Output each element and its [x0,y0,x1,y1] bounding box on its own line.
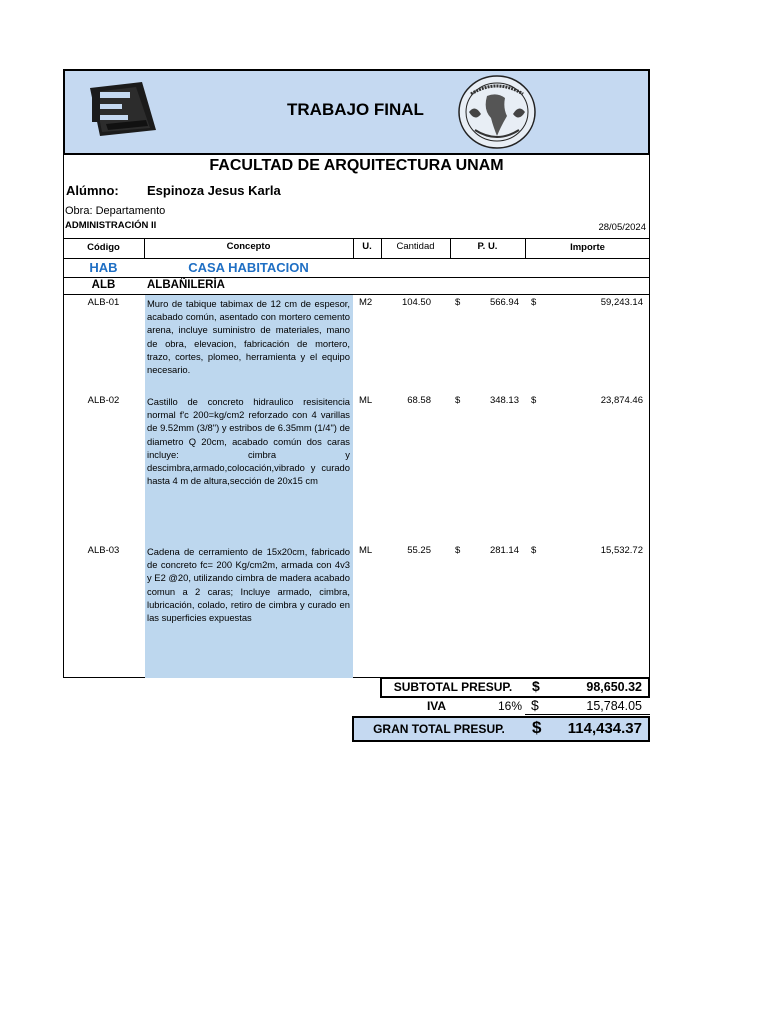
row-amount: 23,874.46 [600,395,643,406]
iva-label: IVA [426,699,447,713]
subject-name: ADMINISTRACIÓN II [65,220,157,231]
row-unit: ML [359,395,373,406]
page-title: TRABAJO FINAL [287,100,424,119]
col-header-unit: U. [362,241,372,252]
row-amount: 15,532.72 [600,545,643,556]
row-currency: $ [455,395,461,406]
row-qty: 68.58 [407,395,431,406]
student-name: Espinoza Jesus Karla [147,183,281,198]
grand-total-currency: $ [532,718,542,737]
row-qty: 55.25 [407,545,431,556]
row-pu: 348.13 [489,395,519,406]
row-amount: 59,243.14 [600,297,643,308]
subgroup-code: ALB [91,279,116,291]
group-name: CASA HABITACION [188,260,309,275]
grand-total-value: 114,434.37 [567,720,642,737]
row-code: ALB-01 [87,297,120,308]
iva-value: 15,784.05 [586,699,642,713]
row-concept: Cadena de cerramiento de 15x20cm, fabricado de concreto fc= 200 Kg/cm2m, armada con 4v3 y E2 @20, utilizando cimbra de madera acabado comun a 2 caras; Incluye armado, cimbra, lubricación, colado, retiro de cimbra y curado en las superficies expuestas [147,546,350,624]
iva-currency: $ [531,697,539,713]
faculty-title: FACULTAD DE ARQUITECTURA UNAM [209,157,504,174]
row-code: ALB-02 [87,395,120,406]
header-bottom-rule [63,258,650,259]
student-label: Alúmno: [66,183,119,198]
col-header-pu: P. U. [477,241,498,252]
subtotal-value: 98,650.32 [586,680,642,694]
group-bottom-rule [63,277,650,278]
iva-rate: 16% [497,699,522,713]
col-header-concept: Concepto [226,241,271,252]
project-name: Obra: Departamento [65,205,166,217]
row-concept: Castillo de concreto hidraulico resisitencia normal f'c 200=kg/cm2 reforzado con 4 varillas de 9.52mm (3/8") y estribos de 6.35mm (1/4") de diametro Q 20cm, acabado común dos caras incluye: cimbra y descimbra,armado,colocación,vibrado y curado hasta 4 m de altura,sección de 20x15 cm [147,396,350,487]
row-pu: 566.94 [489,297,519,308]
unam-seal-icon [457,74,537,150]
col-header-amount: Importe [570,242,605,253]
iva-underline [525,714,650,715]
col-header-qty: Cantidad [396,241,435,252]
subtotal-label: SUBTOTAL PRESUP. [393,680,513,694]
row-currency: $ [455,297,461,308]
row-qty: 104.50 [401,297,431,308]
row-pu: 281.14 [489,545,519,556]
col-header-code: Código [87,242,120,253]
row-unit: M2 [359,297,373,308]
row-unit: ML [359,545,373,556]
table-top-rule [63,238,650,239]
subgroup-name: ALBAÑILERÍA [147,279,225,291]
row-currency: $ [531,297,537,308]
grand-total-label: GRAN TOTAL PRESUP. [373,722,505,736]
date: 28/05/2024 [598,222,646,233]
fa-logo-icon [86,78,158,138]
row-code: ALB-03 [87,545,120,556]
subtotal-currency: $ [532,678,540,694]
row-concept: Muro de tabique tabimax de 12 cm de espesor, acabado común, asentado con mortero cemento arena, incluye suministro de materiales, mano de obra, elevacion, fabricación de mortero, trazo, cortes, plomeo, herramienta y el equipo necesario. [147,298,350,376]
row-currency: $ [531,395,537,406]
group-code: HAB [89,260,118,275]
row-currency: $ [455,545,461,556]
row-currency: $ [531,545,537,556]
